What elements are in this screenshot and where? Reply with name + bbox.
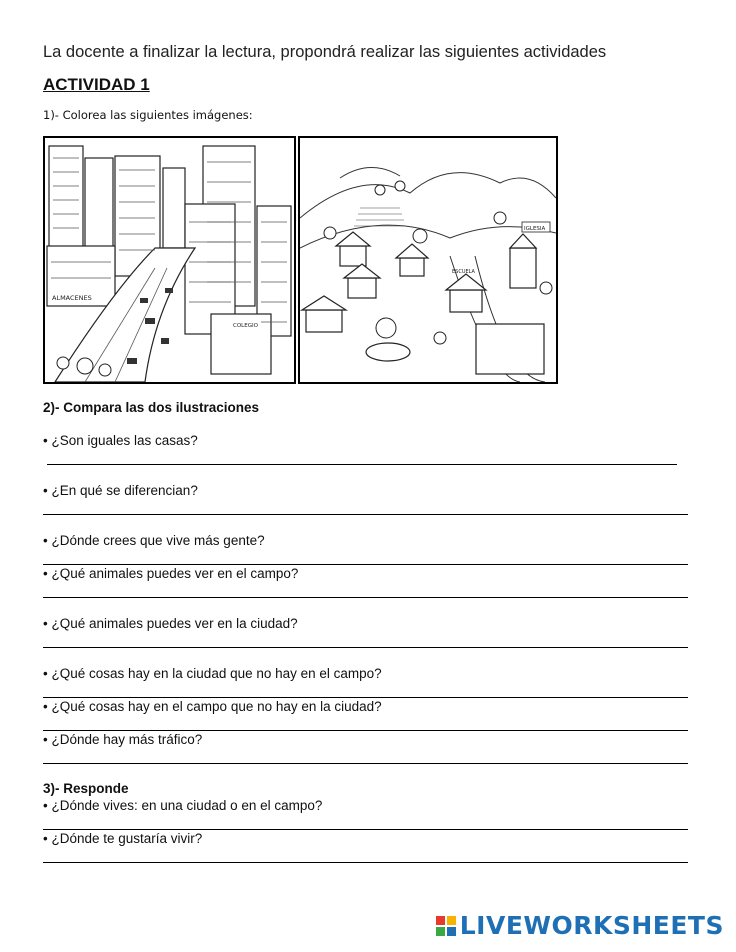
question-6: • ¿Qué cosas hay en la ciudad que no hay en el campo? — [43, 666, 382, 681]
question-4: • ¿Qué animales puedes ver en el campo? — [43, 566, 299, 581]
section2-title: 2)- Compara las dos ilustraciones — [43, 400, 260, 415]
city-illustration — [43, 136, 296, 384]
section3-title: 3)- Responde — [43, 781, 129, 796]
intro-text: La docente a finalizar la lectura, propondrá realizar las siguientes actividades — [43, 43, 607, 61]
answer-line-7[interactable] — [43, 730, 688, 731]
question-9: • ¿Dónde vives: en una ciudad o en el campo? — [43, 798, 323, 813]
logo-text: LIVEWORKSHEETS — [459, 911, 724, 940]
question-5: • ¿Qué animales puedes ver en la ciudad? — [43, 616, 298, 631]
answer-line-5[interactable] — [43, 647, 688, 648]
question-1: • ¿Son iguales las casas? — [43, 433, 198, 448]
countryside-sign-escuela: ESCUELA — [452, 269, 475, 275]
answer-line-3[interactable] — [43, 564, 688, 565]
instruction-text: 1)- Colorea las siguientes imágenes: — [43, 108, 253, 122]
logo-square-green — [436, 927, 445, 936]
answer-line-8[interactable] — [43, 763, 688, 764]
answer-line-9[interactable] — [43, 829, 688, 830]
logo-grid-icon — [436, 916, 456, 936]
countryside-illustration — [298, 136, 558, 384]
question-2: • ¿En qué se diferencian? — [43, 483, 198, 498]
city-sign-almacenes: ALMACENES — [52, 294, 92, 302]
answer-line-1[interactable] — [47, 464, 677, 465]
city-sign-colegio: COLEGIO — [233, 323, 258, 329]
city-drawing — [45, 138, 294, 382]
answer-line-6[interactable] — [43, 697, 688, 698]
question-8: • ¿Dónde hay más tráfico? — [43, 732, 203, 747]
activity-title: ACTIVIDAD 1 — [43, 75, 150, 94]
countryside-sign-iglesia: IGLESIA — [524, 226, 546, 232]
question-10: • ¿Dónde te gustaría vivir? — [43, 831, 203, 846]
liveworksheets-logo — [436, 911, 724, 940]
logo-square-red — [436, 916, 445, 925]
logo-square-blue — [447, 927, 456, 936]
answer-line-10[interactable] — [43, 862, 688, 863]
question-7: • ¿Qué cosas hay en el campo que no hay en la ciudad? — [43, 699, 382, 714]
countryside-drawing — [300, 138, 556, 382]
answer-line-2[interactable] — [43, 514, 688, 515]
answer-line-4[interactable] — [43, 597, 688, 598]
question-3: • ¿Dónde crees que vive más gente? — [43, 533, 265, 548]
logo-square-yellow — [447, 916, 456, 925]
